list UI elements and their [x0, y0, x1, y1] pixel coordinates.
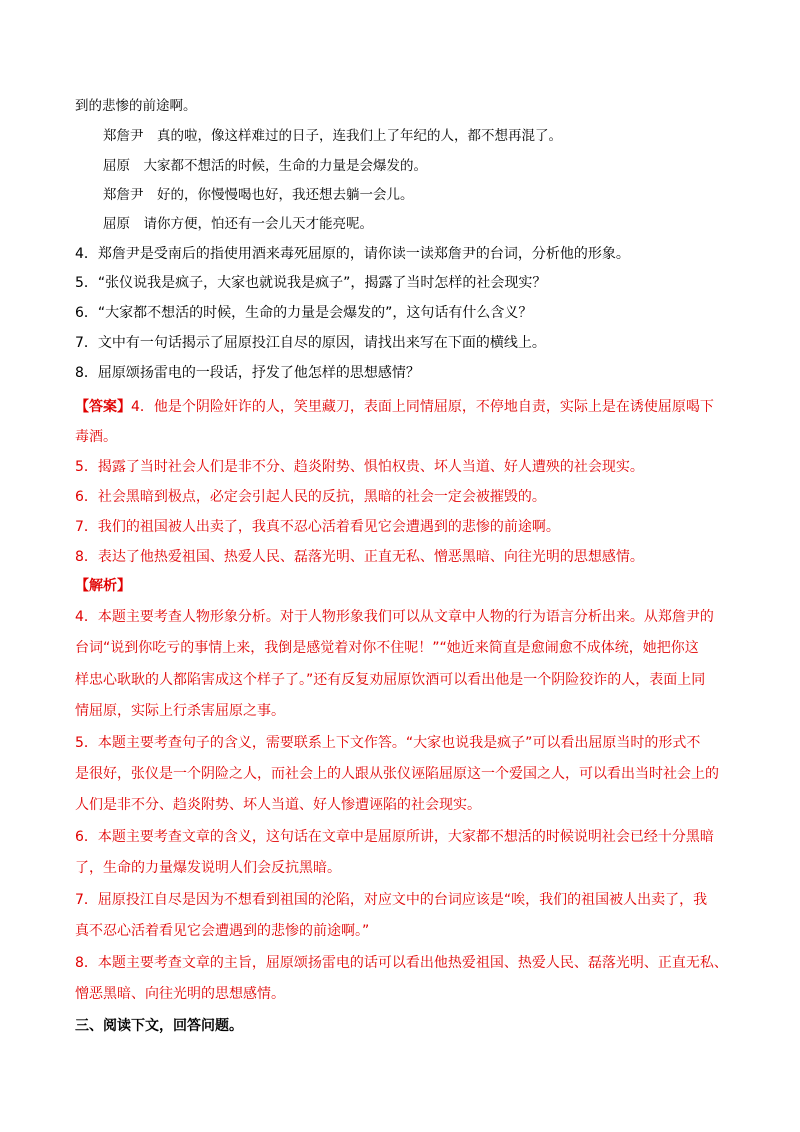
analysis-8-line-2: 憎恶黑暗、向往光明的思想感情。 — [75, 986, 285, 1002]
analysis-8-line-1: 8．本题主要考查文章的主旨，屈原颂扬雷电的话可以看出他热爱祖国、热爱人民、磊落光明、正直无私、 — [75, 955, 728, 971]
analysis-6-line-1: 6．本题主要考查文章的含义，这句话在文章中是屈原所讲，大家都不想活的时候说明社会已经十分黑暗 — [75, 829, 714, 845]
answer-6: 6．社会黑暗到极点，必定会引起人民的反抗，黑暗的社会一定会被摧毁的。 — [75, 489, 546, 505]
analysis-5-line-2: 是很好，张仪是一个阴险之人，而社会上的人跟从张仪诬陷屈原这一个爱国之人，可以看出当时社会上的 — [75, 766, 719, 782]
analysis-7-line-2: 真不忍心活着看见它会遭遇到的悲惨的前途啊。” — [75, 923, 370, 939]
analysis-7-line-1: 7．屈原投江自尽是因为不想看到祖国的沦陷，对应文中的台词应该是“唉，我们的祖国被人出卖了，我 — [75, 892, 708, 908]
script-continuation: 到的悲惨的前途啊。 — [75, 98, 197, 114]
analysis-6-line-2: 了，生命的力量爆发说明人们会反抗黑暗。 — [75, 860, 341, 876]
answer-5: 5．揭露了当时社会人们是非不分、趋炎附势、惧怕权贵、坏人当道、好人遭殃的社会现实。 — [75, 459, 644, 475]
question-7: 7．文中有一句话揭示了屈原投江自尽的原因，请找出来写在下面的横线上。 — [75, 335, 546, 351]
analysis-4-line-3: 样忠心耿耿的人都陷害成这个样子了。”还有反复劝屈原饮酒可以看出他是一个阴险狡诈的人，表面上同 — [75, 672, 706, 688]
script-line-quyuan-1: 屈原 大家都不想活的时候，生命的力量是会爆发的。 — [103, 158, 427, 174]
answer-4-text: 4．他是个阴险奸诈的人，笑里藏刀，表面上同情屈原，不停地自责，实际上是在诱使屈原喝下 — [131, 399, 714, 415]
answer-label: 【答案】 — [75, 399, 131, 415]
script-line-zheng-1: 郑詹尹 真的啦，像这样难过的日子，连我们上了年纪的人，都不想再混了。 — [103, 128, 562, 144]
question-8: 8．屈原颂扬雷电的一段话，抒发了他怎样的思想感情？ — [75, 365, 420, 381]
answer-7: 7．我们的祖国被人出卖了，我真不忍心活着看见它会遭遇到的悲惨的前途啊。 — [75, 519, 560, 535]
script-line-quyuan-2: 屈原 请你方便，怕还有一会儿天才能亮呢。 — [103, 216, 373, 232]
answer-8: 8．表达了他热爱祖国、热爱人民、磊落光明、正直无私、憎恶黑暗、向往光明的思想感情。 — [75, 549, 644, 565]
analysis-4-line-4: 情屈原，实际上行杀害屈原之事。 — [75, 703, 285, 719]
analysis-5-line-1: 5．本题主要考查句子的含义，需要联系上下文作答。“大家也说我是疯子”可以看出屈原当时的形式不 — [75, 735, 701, 751]
script-line-zheng-2: 郑詹尹 好的，你慢慢喝也好，我还想去躺一会儿。 — [103, 187, 414, 203]
analysis-label: 【解析】 — [75, 578, 131, 594]
question-6: 6．“大家都不想活的时候，生命的力量是会爆发的”，这句话有什么含义？ — [75, 305, 533, 321]
question-5: 5．“张仪说我是疯子，大家也就说我是疯子”，揭露了当时怎样的社会现实？ — [75, 275, 547, 291]
question-4: 4．郑詹尹是受南后的指使用酒来毒死屈原的，请你读一读郑詹尹的台词，分析他的形象。 — [75, 246, 630, 262]
answer-4-continuation: 毒酒。 — [75, 429, 117, 445]
analysis-4-line-1: 4．本题主要考查人物形象分析。对于人物形象我们可以从文章中人物的行为语言分析出来。从郑詹尹的 — [75, 609, 714, 625]
analysis-4-line-2: 台词“说到你吃亏的事情上来，我倒是感觉着对你不住呢！”“她近来简直是愈闹愈不成体统，她把你这 — [75, 640, 699, 656]
answer-line-4 — [75, 397, 735, 417]
analysis-5-line-3: 人们是非不分、趋炎附势、坏人当道、好人惨遭诬陷的社会现实。 — [75, 797, 481, 813]
section-heading-3: 三、阅读下文，回答问题。 — [75, 1018, 243, 1034]
